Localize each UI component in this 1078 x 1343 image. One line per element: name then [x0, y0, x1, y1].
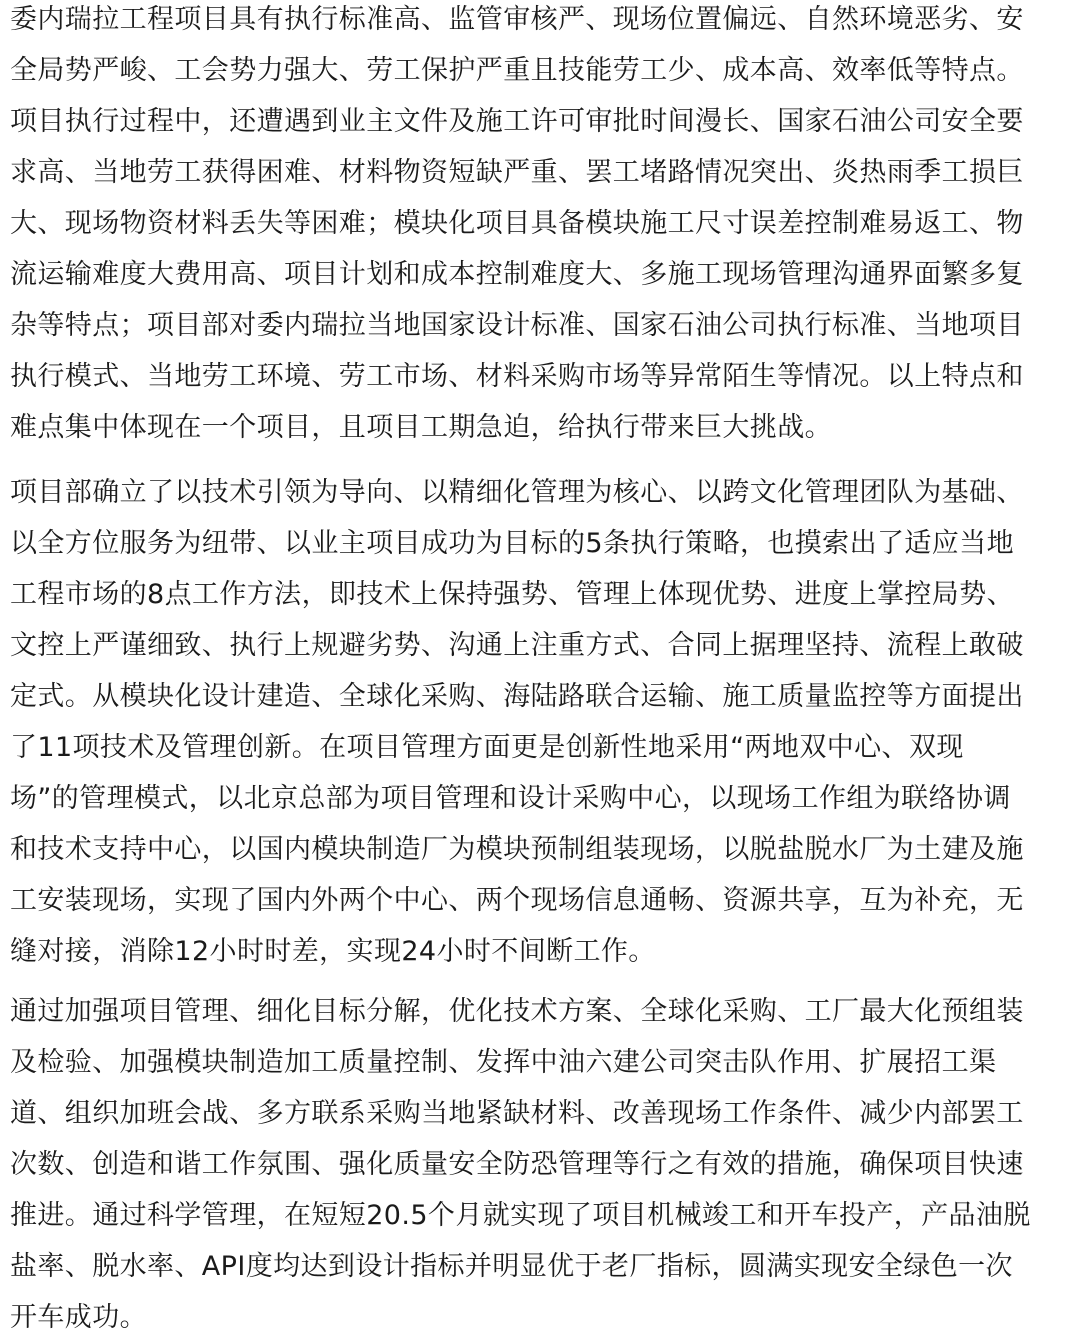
- text-line: 大、现场物资材料丢失等困难；模块化项目具备模块施工尺寸误差控制难易返工、物: [10, 208, 1024, 239]
- text-line: 场”的管理模式，以北京总部为项目管理和设计采购中心，以现场工作组为联络协调: [10, 783, 1011, 814]
- text-line: 开车成功。: [10, 1302, 147, 1333]
- text-line: 流运输难度大费用高、项目计划和成本控制难度大、多施工现场管理沟通界面繁多复: [10, 259, 1024, 290]
- text-line: 工安装现场，实现了国内外两个中心、两个现场信息通畅、资源共享，互为补充，无: [10, 885, 1024, 916]
- text-line: 及检验、加强模块制造加工质量控制、发挥中油六建公司突击队作用、扩展招工渠: [10, 1047, 997, 1078]
- text-line: 全局势严峻、工会势力强大、劳工保护严重且技能劳工少、成本高、效率低等特点。: [10, 55, 1024, 86]
- text-line: 工程市场的8点工作方法，即技术上保持强势、管理上体现优势、进度上掌控局势、: [10, 579, 1014, 610]
- text-line: 以全方位服务为纽带、以业主项目成功为目标的5条执行策略，也摸索出了适应当地: [10, 528, 1014, 559]
- text-line: 次数、创造和谐工作氛围、强化质量安全防恐管理等行之有效的措施，确保项目快速: [10, 1149, 1024, 1180]
- text-line: 委内瑞拉工程项目具有执行标准高、监管审核严、现场位置偏远、自然环境恶劣、安: [10, 4, 1024, 35]
- text-line: 求高、当地劳工获得困难、材料物资短缺严重、罢工堵路情况突出、炎热雨季工损巨: [10, 157, 1024, 188]
- text-line: 道、组织加班会战、多方联系采购当地紧缺材料、改善现场工作条件、减少内部罢工: [10, 1098, 1024, 1129]
- text-line: 文控上严谨细致、执行上规避劣势、沟通上注重方式、合同上据理坚持、流程上敢破: [10, 630, 1024, 661]
- text-line: 执行模式、当地劳工环境、劳工市场、材料采购市场等异常陌生等情况。以上特点和: [10, 361, 1024, 392]
- text-line: 通过加强项目管理、细化目标分解，优化技术方案、全球化采购、工厂最大化预组装: [10, 996, 1024, 1027]
- text-line: 盐率、脱水率、API度均达到设计指标并明显优于老厂指标，圆满实现安全绿色一次: [10, 1251, 1013, 1282]
- text-line: 和技术支持中心，以国内模块制造厂为模块预制组装现场，以脱盐脱水厂为土建及施: [10, 834, 1024, 865]
- paragraph-results: [10, 986, 1031, 1343]
- text-line: 了11项技术及管理创新。在项目管理方面更是创新性地采用“两地双中心、双现: [10, 732, 964, 763]
- text-line: 难点集中体现在一个项目，且项目工期急迫，给执行带来巨大挑战。: [10, 412, 832, 443]
- text-line: 项目执行过程中，还遭遇到业主文件及施工许可审批时间漫长、国家石油公司安全要: [10, 106, 1024, 137]
- text-line: 定式。从模块化设计建造、全球化采购、海陆路联合运输、施工质量监控等方面提出: [10, 681, 1024, 712]
- text-line: 缝对接，消除12小时时差，实现24小时不间断工作。: [10, 936, 656, 967]
- text-line: 杂等特点；项目部对委内瑞拉当地国家设计标准、国家石油公司执行标准、当地项目: [10, 310, 1024, 341]
- paragraph-strategy: [10, 467, 1024, 977]
- text-line: 推进。通过科学管理，在短短20.5个月就实现了项目机械竣工和开车投产，产品油脱: [10, 1200, 1031, 1231]
- text-line: 项目部确立了以技术引领为导向、以精细化管理为核心、以跨文化管理团队为基础、: [10, 477, 1024, 508]
- paragraph-challenges: [10, 0, 1024, 453]
